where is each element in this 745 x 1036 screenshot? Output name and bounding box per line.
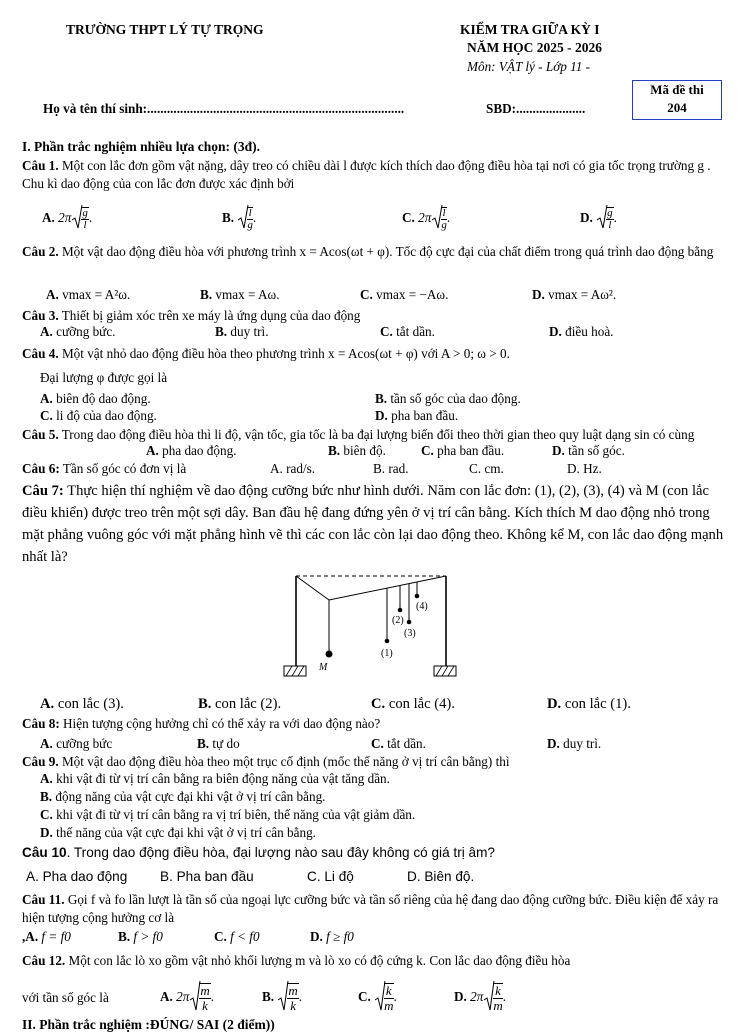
q5-a-text: pha dao động. <box>162 443 237 458</box>
q1-a-num: g <box>82 207 88 219</box>
q7-b-label: B. <box>198 696 212 712</box>
q7-option-b <box>198 696 281 713</box>
q12-c-label: C. <box>358 989 371 1005</box>
q5-a-label: A. <box>146 443 159 458</box>
q9-d-text: thế năng của vật cực đại khi vật ở vị trí cân bằng. <box>56 825 316 840</box>
q1-d-num: g <box>607 207 613 219</box>
q2-option-d <box>532 287 616 303</box>
ground-right <box>434 666 456 676</box>
q4-text-2: Đại lượng φ được gọi là <box>40 370 168 385</box>
section-1-title: I. Phần trắc nghiệm nhiều lựa chọn: (3đ). <box>22 139 260 154</box>
q4-option-c <box>40 408 157 424</box>
question-10 <box>22 845 495 860</box>
q4-a-text: biên độ dao động. <box>56 391 151 406</box>
q10-option-b: B. Pha ban đầu <box>160 869 254 884</box>
q2-c-label: C. <box>360 287 373 302</box>
q8-text: Hiện tượng cộng hưởng chỉ có thể xảy ra với dao động nào? <box>59 716 381 731</box>
figure-support-string <box>296 576 446 600</box>
q6-text: Tần số góc có đơn vị là <box>59 461 187 476</box>
q5-option-b <box>328 443 386 459</box>
pendulum-m-bob <box>326 651 333 658</box>
q12-option-c: C. $\frac{k}{m}$ . <box>358 980 397 1016</box>
q7-d-label: D. <box>547 696 562 712</box>
q9-option-c <box>40 807 415 823</box>
q7-a-label: A. <box>40 696 55 712</box>
q12-c-den: m <box>384 998 394 1013</box>
q1-b-label: B. <box>222 210 235 226</box>
q3-number: Câu 3. <box>22 308 59 323</box>
label-3: (3) <box>404 628 416 639</box>
q5-b-text: biên độ. <box>343 443 386 458</box>
section-2-title: II. Phần trắc nghiệm :ĐÚNG/ SAI (2 điểm)) <box>22 1017 275 1032</box>
pendulum-2-bob <box>398 608 403 613</box>
q9-a-text: khi vật đi từ vị trí cân bằng ra biên động năng của vật tăng dần. <box>56 771 390 786</box>
subject-line: Môn: VẬT lý - Lớp 11 - <box>467 59 591 74</box>
q9-c-text: khi vật đi từ vị trí cân bằng ra vị trí biên, thế năng của vật giảm dần. <box>56 807 416 822</box>
q7-option-c <box>371 696 455 713</box>
q3-b-label: B. <box>215 324 228 339</box>
q7-a-text: con lắc (3). <box>57 696 124 712</box>
q9-number: Câu 9. <box>22 754 59 769</box>
q11-b-label: B. <box>118 929 131 944</box>
q9-option-a <box>40 771 390 787</box>
q5-number: Câu 5. <box>22 427 59 442</box>
q1-d-label: D. <box>580 210 593 226</box>
q12-option-d: D. 2π $\frac{k}{m}$ . <box>454 980 506 1016</box>
question-6 <box>22 461 186 477</box>
q12-b-den: k <box>290 998 296 1013</box>
q10-option-d: D. Biên độ. <box>407 869 475 884</box>
q6-number: Câu 6: <box>22 461 60 476</box>
q4-c-label: C. <box>40 408 53 423</box>
q4-option-d <box>375 408 458 424</box>
q4-b-label: B. <box>375 391 388 406</box>
q8-c-label: C. <box>371 736 384 751</box>
q12-d-den: m <box>493 998 503 1013</box>
q5-c-label: C. <box>421 443 434 458</box>
q1-c-den: g <box>441 219 447 231</box>
q10-text: . Trong dao động điều hòa, đại lượng nào sau đây không có giá trị âm? <box>66 845 495 860</box>
q3-option-c <box>380 324 435 340</box>
q11-d-label: D. <box>310 929 323 944</box>
q7-text: Thực hiện thí nghiệm về dao động cưỡng bức như hình dưới. Năm con lắc đơn: (1), (2), (3), (4) và M (con lắc điều khiển) được treo trên một sợi dây. Ban đầu hệ đang đứng yên ở vị trí cân bằng. Kích thích M dao động nhỏ trong mặt phẳng vuông góc với mặt phẳng hình vẽ thì các con lắc còn lại dao động theo. Không kể M, con lắc dao động mạnh nhất là? <box>22 483 724 565</box>
question-9 <box>22 754 510 770</box>
q7-option-d <box>547 696 631 713</box>
q5-text: Trong dao động điều hòa thì li độ, vận tốc, gia tốc là ba đại lượng biến đổi theo thời gian theo quy luật dạng sin có cùng <box>58 427 695 442</box>
q11-a-text: f = f0 <box>41 929 71 944</box>
q11-c-text: f < f0 <box>230 929 260 944</box>
q11-a-label: ,A. <box>22 929 39 944</box>
ground-left <box>284 666 306 676</box>
q12-d-num: k <box>495 983 501 998</box>
q1-option-b: B. $\frac{l}{g}$ . <box>222 204 256 234</box>
q4-option-a <box>40 391 151 407</box>
question-5 <box>22 426 734 443</box>
q8-b-label: B. <box>197 736 210 751</box>
q9-b-label: B. <box>40 789 53 804</box>
q9-text: Một vật dao động điều hòa theo một trục cố định (mốc thế năng ở vị trí cân bằng) thì <box>58 754 510 769</box>
q3-a-label: A. <box>40 324 53 339</box>
q6-option-b: B. rad. <box>373 461 409 476</box>
q1-a-label: A. <box>42 210 55 226</box>
q1-text: Một con lắc đơn gồm vật nặng, dây treo có chiều dài l được kích thích dao động điều hòa tại nơi có gia tốc trọng trường g . Chu kì dao động của con lắc đơn được xác định bởi <box>22 158 711 191</box>
q9-d-label: D. <box>40 825 53 840</box>
q2-b-text: vmax = Aω. <box>215 287 280 302</box>
q4-option-b <box>375 391 521 407</box>
q5-d-text: tần số góc. <box>568 443 625 458</box>
q11-c-label: C. <box>214 929 227 944</box>
question-3 <box>22 307 734 325</box>
q1-option-a: A. 2π $\frac{g}{l}$ . <box>42 204 92 234</box>
school-name: TRƯỜNG THPT LÝ TỰ TRỌNG <box>66 22 264 37</box>
q1-option-c: C. 2π $\frac{l}{g}$ . <box>402 204 450 234</box>
exam-code-box <box>632 80 722 120</box>
q7-c-label: C. <box>371 696 386 712</box>
q12-d-label: D. <box>454 989 467 1005</box>
question-11 <box>22 891 734 927</box>
q4-c-text: li độ của dao động. <box>56 408 157 423</box>
q4-d-text: pha ban đầu. <box>391 408 459 423</box>
q7-number: Câu 7: <box>22 483 64 499</box>
q3-d-text: điều hoà. <box>565 324 614 339</box>
q7-b-text: con lắc (2). <box>215 696 282 712</box>
q11-b-text: f > f0 <box>133 929 163 944</box>
q10-option-a: A. Pha dao động <box>26 869 128 884</box>
q1-b-den: g <box>247 219 253 231</box>
q5-c-text: pha ban đầu. <box>437 443 505 458</box>
q12-a-coef: 2π <box>176 989 190 1005</box>
q4-a-label: A. <box>40 391 53 406</box>
q2-option-b <box>200 287 280 303</box>
q3-c-text: tắt dần. <box>396 324 435 339</box>
q11-option-b <box>118 929 163 945</box>
q5-option-d <box>552 443 625 459</box>
sbd-line: SBD:..................... <box>486 101 586 116</box>
label-1: (1) <box>381 648 393 659</box>
q3-d-label: D. <box>549 324 562 339</box>
pendulum-1-bob <box>385 639 390 644</box>
q2-option-c <box>360 287 448 303</box>
q8-d-label: D. <box>547 736 560 751</box>
q2-a-label: A. <box>46 287 59 302</box>
label-4: (4) <box>416 601 428 612</box>
q12-b-num: m <box>288 983 298 998</box>
q2-d-label: D. <box>532 287 545 302</box>
exam-code-value: 204 <box>667 100 687 115</box>
q9-option-d <box>40 825 316 841</box>
q4-d-label: D. <box>375 408 388 423</box>
q10-option-c: C. Li độ <box>307 869 354 884</box>
q12-option-b: B. $\frac{m}{k}$ . <box>262 980 302 1016</box>
q2-number: Câu 2. <box>22 244 59 259</box>
q12-text: Một con lắc lò xo gồm vật nhỏ khối lượng m và lò xo có độ cứng k. Con lắc dao động điều hòa <box>65 953 571 968</box>
q12-text-2: với tần số góc là <box>22 990 109 1005</box>
question-4 <box>22 345 734 363</box>
q6-option-a: A. rad/s. <box>270 461 316 476</box>
q2-b-label: B. <box>200 287 213 302</box>
q8-a-label: A. <box>40 736 53 751</box>
q7-c-text: con lắc (4). <box>388 696 455 712</box>
q2-option-a <box>46 287 130 303</box>
q3-c-label: C. <box>380 324 393 339</box>
q2-d-text: vmax = Aω². <box>548 287 617 302</box>
question-8 <box>22 716 380 732</box>
q11-option-c <box>214 929 260 945</box>
q11-option-d <box>310 929 354 945</box>
q5-option-c <box>421 443 504 459</box>
q12-a-num: m <box>200 983 210 998</box>
label-m: M <box>319 662 328 673</box>
pendulum-figure <box>280 570 470 682</box>
q12-number: Câu 12. <box>22 953 66 968</box>
q6-option-c: C. cm. <box>469 461 504 476</box>
q6-option-d: D. Hz. <box>567 461 602 476</box>
q8-option-c <box>371 736 426 752</box>
q1-a-coef: 2π <box>58 210 72 226</box>
q8-d-text: duy trì. <box>563 736 602 751</box>
student-name-line: Họ và tên thí sinh:.............................................................................. <box>43 101 405 116</box>
q1-c-num: l <box>442 207 446 219</box>
question-2 <box>22 239 734 264</box>
label-2: (2) <box>392 615 404 626</box>
q12-a-den: k <box>202 998 208 1013</box>
q5-d-label: D. <box>552 443 565 458</box>
q1-c-label: C. <box>402 210 415 226</box>
q1-number: Câu 1. <box>22 158 59 173</box>
q1-d-den: l <box>608 219 612 231</box>
question-1 <box>22 157 734 193</box>
exam-title: KIỂM TRA GIỮA KỲ I <box>460 22 600 37</box>
q4-text: Một vật nhỏ dao động điều hòa theo phương trình x = Acos(ωt + φ) với A > 0; ω > 0. <box>58 346 510 361</box>
q8-option-d <box>547 736 601 752</box>
q5-option-a <box>146 443 236 459</box>
q1-c-coef: 2π <box>418 210 432 226</box>
q9-a-label: A. <box>40 771 53 786</box>
q9-b-text: động năng của vật cực đại khi vật ở vị trí cân bằng. <box>55 789 326 804</box>
q12-b-label: B. <box>262 989 275 1005</box>
pendulum-4-bob <box>415 594 420 599</box>
q12-c-num: k <box>385 983 392 998</box>
q9-c-label: C. <box>40 807 53 822</box>
q3-a-text: cưỡng bức. <box>56 324 116 339</box>
q3-text: Thiết bị giảm xóc trên xe máy là ứng dụng của dao động <box>58 308 361 323</box>
school-year: NĂM HỌC 2025 - 2026 <box>467 40 602 55</box>
q12-d-coef: 2π <box>470 989 484 1005</box>
q1-option-d: D. $\frac{g}{l}$ . <box>580 204 617 234</box>
q11-number: Câu 11. <box>22 892 65 907</box>
q10-number: Câu 10 <box>22 845 67 860</box>
q4-number: Câu 4. <box>22 346 59 361</box>
q8-option-b <box>197 736 240 752</box>
q2-a-text: vmax = A²ω. <box>62 287 131 302</box>
q8-number: Câu 8: <box>22 716 60 731</box>
q11-text: Gọi f và fo lần lượt là tần số của ngoại lực cưỡng bức và tần số riêng của hệ đang dao động cưỡng bức. Điều kiện để xảy ra hiện tượng cộng hưởng cơ là <box>22 892 719 925</box>
q3-b-text: duy trì. <box>230 324 269 339</box>
q5-b-label: B. <box>328 443 341 458</box>
q9-option-b <box>40 789 325 805</box>
q8-option-a <box>40 736 112 752</box>
q1-b-num: l <box>248 207 252 219</box>
exam-code-label: Mã đề thi <box>650 82 704 97</box>
q11-d-text: f ≥ f0 <box>326 929 354 944</box>
q8-a-text: cưỡng bức <box>56 736 113 751</box>
q7-option-a <box>40 696 124 713</box>
q2-c-text: vmax = −Aω. <box>376 287 449 302</box>
q8-b-text: tự do <box>212 736 240 751</box>
q8-c-text: tắt dần. <box>387 736 426 751</box>
q3-option-d <box>549 324 613 340</box>
q11-option-a <box>22 929 71 945</box>
q3-option-b <box>215 324 269 340</box>
pendulum-3-bob <box>407 620 412 625</box>
question-12 <box>22 953 570 969</box>
q7-d-text: con lắc (1). <box>564 696 631 712</box>
q3-option-a <box>40 324 115 340</box>
q2-text: Một vật dao động điều hòa với phương trình x = Acos(ωt + φ). Tốc độ cực đại của chất điểm trong quá trình dao động bằng <box>58 244 714 259</box>
q12-a-label: A. <box>160 989 173 1005</box>
q12-option-a: A. 2π $\frac{m}{k}$ . <box>160 980 214 1016</box>
question-7 <box>22 480 734 568</box>
q4-b-text: tần số góc của dao động. <box>390 391 521 406</box>
q1-a-den: l <box>83 219 87 231</box>
